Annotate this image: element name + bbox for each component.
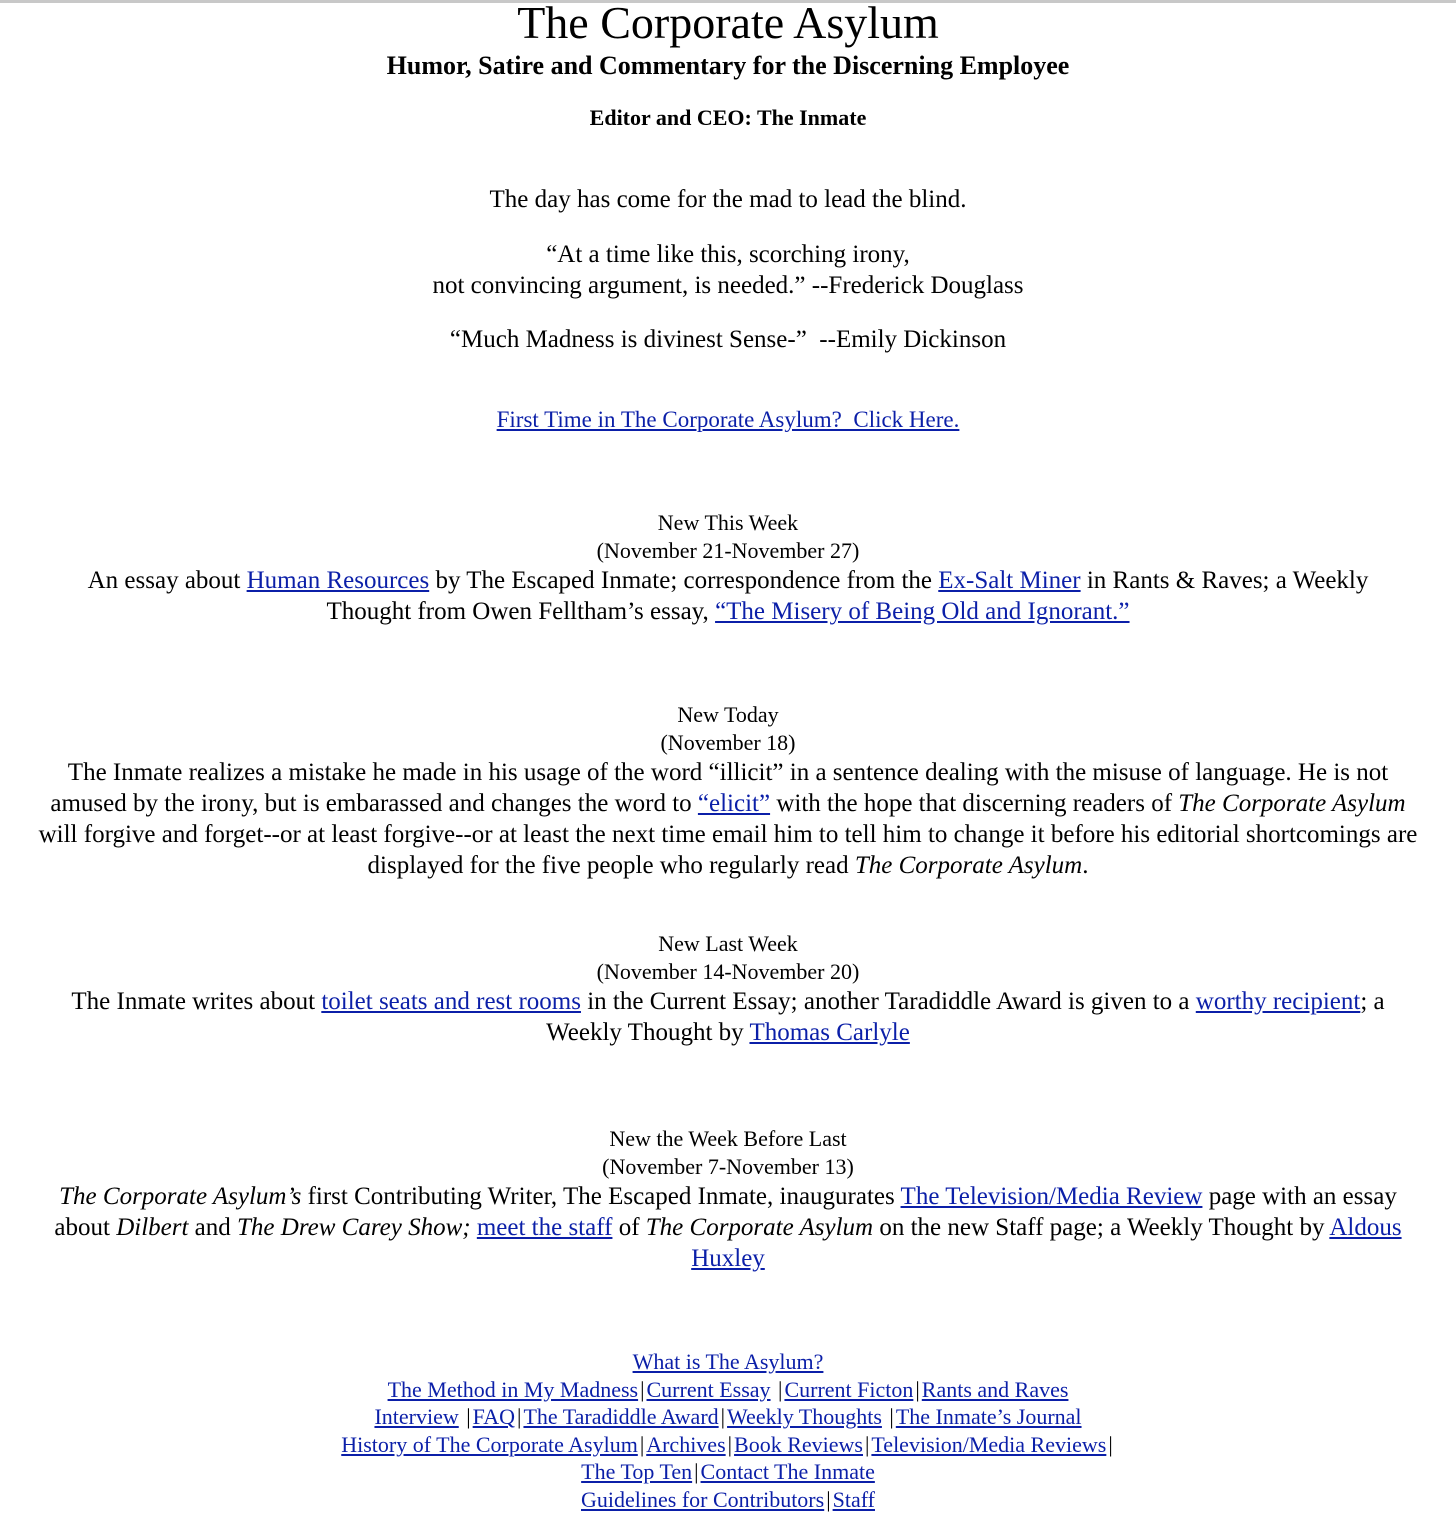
- section-dates: (November 7-November 13): [602, 1154, 854, 1179]
- section-today: [0, 701, 1456, 881]
- nav-tv-media-reviews[interactable]: Television/Media Reviews: [871, 1431, 1107, 1457]
- nav-book-reviews[interactable]: Book Reviews: [734, 1431, 863, 1457]
- body-text: .: [1082, 852, 1089, 879]
- nav-row-5: [0, 1458, 1456, 1486]
- nav-separator: |: [915, 1376, 920, 1402]
- body-text: on the new Staff page; a Weekly Thought by: [873, 1214, 1330, 1241]
- section-body: [43, 1181, 1413, 1274]
- body-text: An essay about: [87, 567, 247, 594]
- nav-archives[interactable]: Archives: [646, 1431, 726, 1457]
- motto-line: The day has come for the mad to lead the blind.: [489, 186, 967, 213]
- nav-weekly-thoughts[interactable]: Weekly Thoughts: [727, 1404, 882, 1430]
- section-dates: (November 18): [660, 730, 796, 755]
- body-text: in Rants & Raves; a Weekly Thought from Owen Felltham’s essay,: [326, 567, 1369, 625]
- elicit-link[interactable]: “elicit”: [697, 790, 771, 817]
- first-time-block: [0, 405, 1456, 435]
- thomas-carlyle-link[interactable]: Thomas Carlyle: [749, 1019, 910, 1046]
- section-dates: (November 14-November 20): [596, 959, 860, 984]
- body-text: and: [188, 1214, 238, 1241]
- nav-rants-and-raves[interactable]: Rants and Raves: [921, 1376, 1069, 1402]
- show-title: The Drew Carey Show;: [237, 1214, 471, 1241]
- page-subtitle: Humor, Satire and Commentary for the Discerning Employee: [386, 51, 1070, 80]
- nav-separator: |: [694, 1459, 699, 1485]
- douglass-quote: [0, 239, 1456, 301]
- show-title: Dilbert: [116, 1214, 189, 1241]
- nav-taradiddle-award[interactable]: The Taradiddle Award: [523, 1404, 719, 1430]
- nav-row-6: [0, 1486, 1456, 1514]
- nav-separator: |: [466, 1404, 471, 1430]
- body-text: page with an essay about: [54, 1183, 1397, 1241]
- nav-interview[interactable]: Interview: [374, 1404, 459, 1430]
- section-heading: New Last Week: [658, 931, 798, 956]
- nav-inmates-journal[interactable]: The Inmate’s Journal: [895, 1404, 1082, 1430]
- worthy-recipient-link[interactable]: worthy recipient: [1195, 988, 1361, 1015]
- first-time-link[interactable]: First Time in The Corporate Asylum? Click Here.: [496, 407, 960, 432]
- section-week-before-last: [0, 1125, 1456, 1274]
- section-body: [68, 986, 1388, 1048]
- dickinson-quote: “Much Madness is divinest Sense-” --Emily Dickinson: [449, 326, 1007, 353]
- nav-separator: |: [826, 1486, 831, 1512]
- nav-what-is-asylum[interactable]: What is The Asylum?: [632, 1349, 824, 1374]
- section-body: [63, 565, 1393, 627]
- nav-row-3: [0, 1403, 1456, 1431]
- ex-salt-miner-link[interactable]: Ex-Salt Miner: [938, 567, 1081, 594]
- nav-separator: |: [865, 1431, 870, 1457]
- publication-title: The Corporate Asylum: [854, 852, 1083, 879]
- body-text: of: [612, 1214, 646, 1241]
- publication-title: The Corporate Asylum’s: [59, 1183, 302, 1210]
- body-text: in the Current Essay; another Taradiddle Award is given to a: [580, 988, 1196, 1015]
- section-dates: (November 21-November 27): [596, 538, 860, 563]
- section-heading: New the Week Before Last: [609, 1126, 847, 1151]
- body-text: by The Escaped Inmate; correspondence from the: [429, 567, 939, 594]
- nav-separator: |: [640, 1376, 645, 1402]
- nav-separator: |: [720, 1404, 726, 1430]
- body-text: with the hope that discerning readers of: [770, 790, 1179, 817]
- section-heading: New This Week: [657, 510, 799, 535]
- nav-guidelines[interactable]: Guidelines for Contributors: [581, 1486, 825, 1512]
- section-last-week: [0, 930, 1456, 1048]
- nav-separator: |: [727, 1431, 733, 1457]
- nav-separator: |: [1108, 1431, 1113, 1457]
- nav-row-1: [0, 1348, 1456, 1376]
- nav-separator: |: [778, 1376, 783, 1402]
- nav-row-2: [0, 1376, 1456, 1404]
- nav-contact-inmate[interactable]: Contact The Inmate: [700, 1459, 875, 1485]
- section-body: [36, 757, 1421, 881]
- body-text: The Inmate realizes a mistake he made in his usage of the word “illicit” in a sentence dealing with the misuse of language. He is not amused by the irony, but is embarassed and changes the word to: [50, 759, 1389, 817]
- human-resources-link[interactable]: Human Resources: [246, 567, 430, 594]
- aldous-huxley-link[interactable]: Aldous Huxley: [691, 1214, 1402, 1272]
- body-text: first Contributing Writer, The Escaped Inmate, inaugurates: [301, 1183, 901, 1210]
- section-heading: New Today: [677, 702, 779, 727]
- nav-current-essay[interactable]: Current Essay: [646, 1376, 771, 1402]
- nav-staff[interactable]: Staff: [832, 1486, 875, 1512]
- nav-row-4: [0, 1431, 1456, 1459]
- nav-separator: |: [889, 1404, 894, 1430]
- nav-method[interactable]: The Method in My Madness: [387, 1376, 639, 1402]
- footer-nav: [0, 1348, 1456, 1514]
- douglass-quote-line1: “At a time like this, scorching irony,: [546, 241, 910, 268]
- nav-separator: |: [639, 1431, 645, 1457]
- misery-essay-link[interactable]: “The Misery of Being Old and Ignorant.”: [715, 598, 1130, 625]
- toilet-seats-link[interactable]: toilet seats and rest rooms: [321, 988, 581, 1015]
- body-text: ; a Weekly Thought by: [546, 988, 1385, 1046]
- nav-top-ten[interactable]: The Top Ten: [581, 1459, 693, 1485]
- body-text: The Inmate writes about: [71, 988, 322, 1015]
- nav-separator: |: [517, 1404, 522, 1430]
- publication-title: The Corporate Asylum: [645, 1214, 874, 1241]
- section-this-week: [0, 509, 1456, 627]
- editor-credit: Editor and CEO: The Inmate: [589, 105, 867, 130]
- meet-the-staff-link[interactable]: meet the staff: [476, 1214, 613, 1241]
- tv-media-review-link[interactable]: The Television/Media Review: [900, 1183, 1203, 1210]
- page-title: The Corporate Asylum: [517, 0, 939, 48]
- nav-faq[interactable]: FAQ: [472, 1404, 516, 1430]
- body-text: will forgive and forget--or at least forgive--or at least the next time email him to tell him to change it before his editorial shortcomings are displayed for the five people who regularly read: [38, 821, 1418, 879]
- publication-title: The Corporate Asylum: [1178, 790, 1406, 817]
- nav-current-fiction[interactable]: Current Ficton: [784, 1376, 914, 1402]
- douglass-quote-line2: not convincing argument, is needed.” --Frederick Douglass: [432, 272, 1024, 299]
- nav-history[interactable]: History of The Corporate Asylum: [341, 1431, 638, 1457]
